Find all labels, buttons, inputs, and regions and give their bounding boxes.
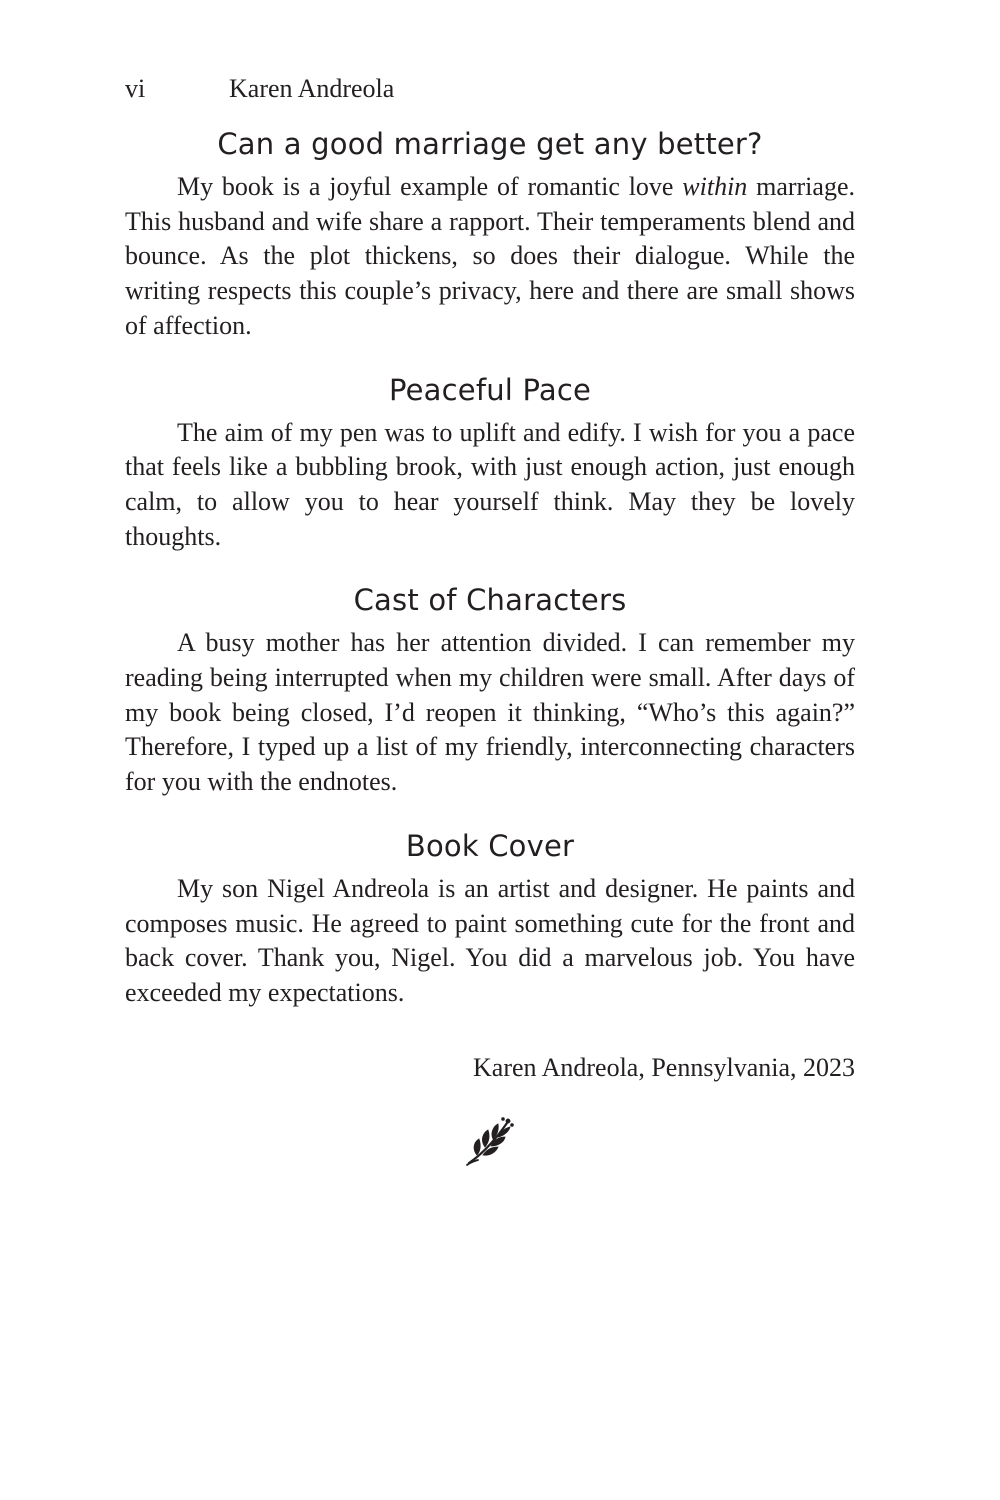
author-signature: Karen Andreola, Pennsylvania, 2023 xyxy=(473,1052,855,1082)
body-emphasis: within xyxy=(682,172,748,201)
section-body: A busy mother has her attention divided. I can remember my reading being interrupted when my children were small. After days of my book being closed, I’d reopen it thinking, “Who’s this again?” Therefore, I typed up a list of my friendly, interconnecting characters for you with the endnotes. xyxy=(125,628,855,797)
page-content xyxy=(125,124,855,1169)
section-good-marriage xyxy=(125,124,855,344)
body-text-run: marriage. This husband and wife share a rapport. Their temperaments blend and bounce. As the plot thickens, so does their dialogue. While the writing respects this couple’s privacy, here and there are small shows of affection. xyxy=(125,172,855,340)
body-text-run: My book is a joyful example of romantic love xyxy=(177,172,683,201)
section-body: My son Nigel Andreola is an artist and designer. He paints and composes music. He agreed to paint something cute for the front and back cover. Thank you, Nigel. You did a marvelous job. You have exceeded my expectations. xyxy=(125,873,855,1007)
section-heading: Peaceful Pace xyxy=(388,372,592,407)
section-body xyxy=(125,170,855,344)
running-head-author: Karen Andreola xyxy=(229,74,395,103)
page-number: vi xyxy=(125,74,146,103)
leaf-sprig-icon xyxy=(463,1115,517,1169)
section-peaceful-pace xyxy=(125,370,855,555)
section-heading: Cast of Characters xyxy=(353,583,627,618)
section-book-cover xyxy=(125,826,855,1011)
section-heading: Can a good marriage get any better? xyxy=(217,127,763,161)
section-heading: Book Cover xyxy=(405,828,575,863)
running-head xyxy=(125,72,394,106)
section-cast-of-characters xyxy=(125,580,855,800)
section-body: The aim of my pen was to uplift and edify. I wish for you a pace that feels like a bubbling brook, with just enough action, just enough calm, to allow you to hear yourself think. May they be lovely thoughts. xyxy=(125,417,855,551)
